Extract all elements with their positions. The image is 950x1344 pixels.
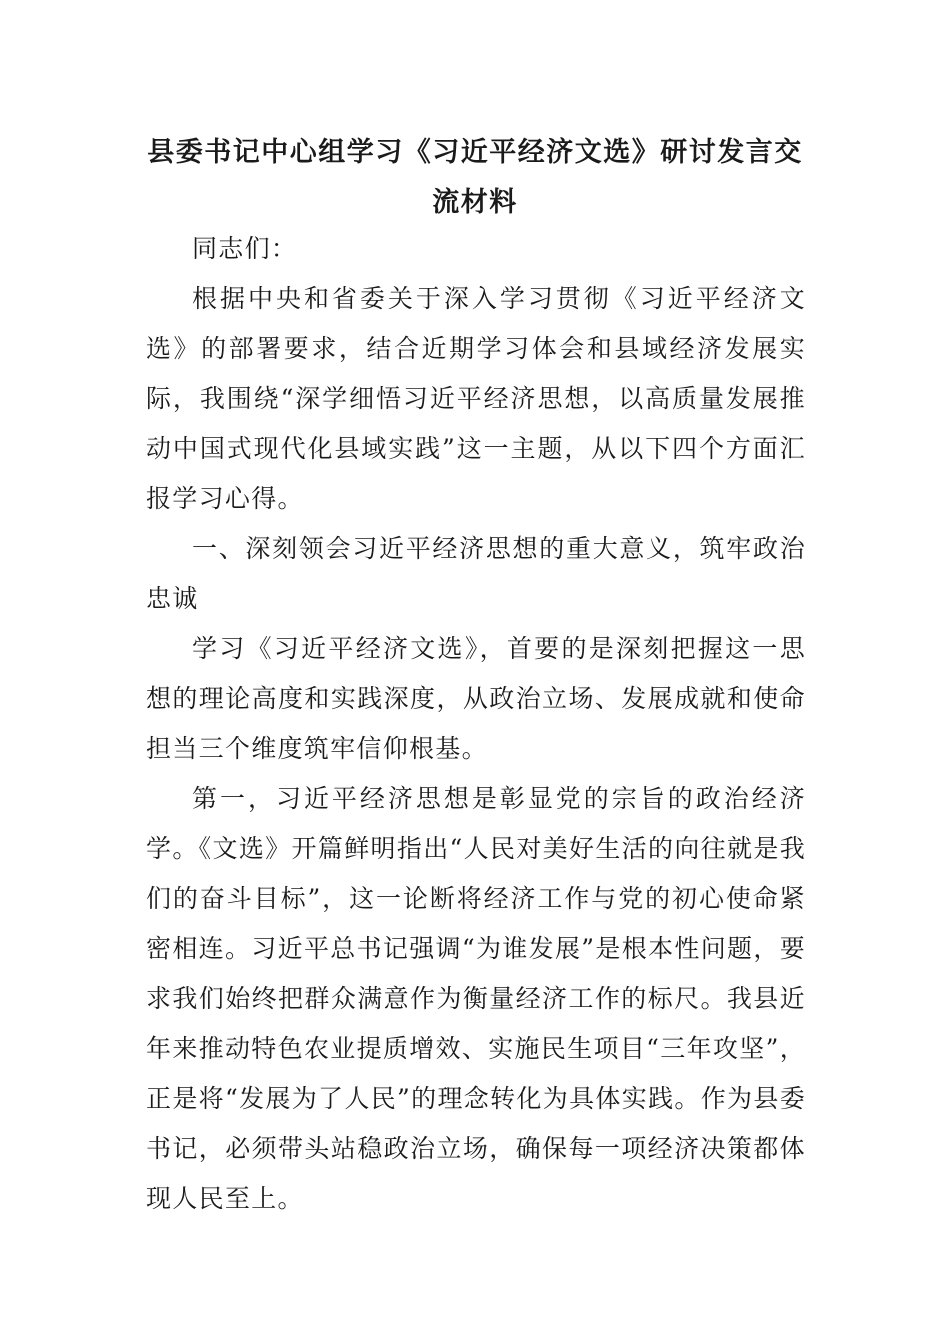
section-1-paragraph: 学习《习近平经济文选》，首要的是深刻把握这一思想的理论高度和实践深度，从政治立场、发展成就和使命担当三个维度筑牢信仰根基。 <box>146 634 806 763</box>
document-body <box>146 224 806 1224</box>
salutation: 同志们： <box>192 234 298 263</box>
point-1-paragraph: 第一，习近平经济思想是彰显党的宗旨的政治经济学。《文选》开篇鲜明指出“人民对美好生活的向往就是我们的奋斗目标”，这一论断将经济工作与党的初心使命紧密相连。习近平总书记强调“为谁发展”是根本性问题，要求我们始终把群众满意作为衡量经济工作的标尺。我县近年来推动特色农业提质增效、实施民生项目“三年攻坚”，正是将“发展为了人民”的理念转化为具体实践。作为县委书记，必须带头站稳政治立场，确保每一项经济决策都体现人民至上。 <box>146 784 806 1213</box>
document-title: 县委书记中心组学习《习近平经济文选》研讨发言交流材料 <box>147 137 803 218</box>
intro-paragraph: 根据中央和省委关于深入学习贯彻《习近平经济文选》的部署要求，结合近期学习体会和县域经济发展实际，我围绕“深学细悟习近平经济思想，以高质量发展推动中国式现代化县域实践”这一主题，从以下四个方面汇报学习心得。 <box>146 284 806 513</box>
section-heading-1: 一、深刻领会习近平经济思想的重大意义，筑牢政治忠诚 <box>146 534 806 613</box>
